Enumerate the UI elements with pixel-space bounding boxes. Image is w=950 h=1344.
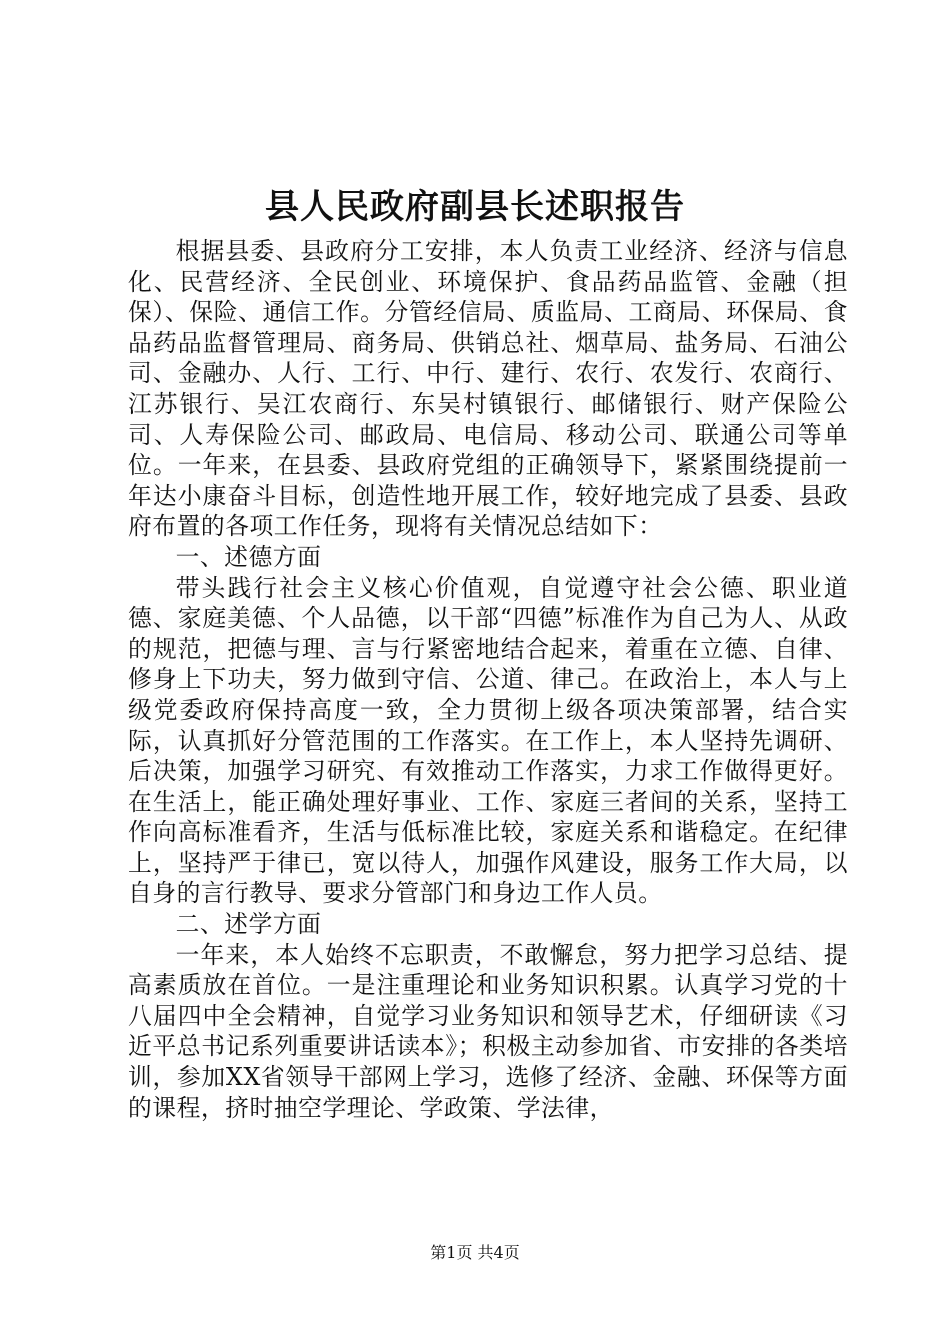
document-body (128, 236, 848, 1123)
section-heading-study: 二、述学方面 (175, 910, 322, 939)
page-indicator: 第1页 共4页 (430, 1243, 520, 1262)
section-heading-morality: 一、述德方面 (175, 542, 322, 571)
paragraph-morality: 带头践行社会主义核心价值观，自觉遵守社会公德、职业道德、家庭美德、个人品德，以干部“四德”标准作为自己为人、从政的规范，把德与理、言与行紧密地结合起来，着重在立德、自律、修身上下功夫，努力做到守信、公道、律己。在政治上，本人与上级党委政府保持高度一致，全力贯彻上级各项决策部署，结合实际，认真抓好分管范围的工作落实。在工作上，本人坚持先调研、后决策，加强学习研究、有效推动工作落实，力求工作做得更好。在生活上，能正确处理好事业、工作、家庭三者间的关系，坚持工作向高标准看齐，生活与低标准比较，家庭关系和谐稳定。在纪律上，坚持严于律已，宽以待人，加强作风建设，服务工作大局，以自身的言行教导、要求分管部门和身边工作人员。 (128, 573, 848, 908)
paragraph-intro: 根据县委、县政府分工安排，本人负责工业经济、经济与信息化、民营经济、全民创业、环境保护、食品药品监管、金融（担保）、保险、通信工作。分管经信局、质监局、工商局、环保局、食品药品监督管理局、商务局、供销总社、烟草局、盐务局、石油公司、金融办、人行、工行、中行、建行、农行、农发行、农商行、江苏银行、吴江农商行、东吴村镇银行、邮储银行、财产保险公司、人寿保险公司、邮政局、电信局、移动公司、联通公司等单位。一年来，在县委、县政府党组的正确领导下，紧紧围绕提前一年达小康奋斗目标，创造性地开展工作，较好地完成了县委、县政府布置的各项工作任务，现将有关情况总结如下： (128, 237, 848, 541)
document-title: 县人民政府副县长述职报告 (265, 187, 685, 227)
paragraph-study: 一年来，本人始终不忘职责，不敢懈怠，努力把学习总结、提高素质放在首位。一是注重理论和业务知识积累。认真学习党的十八届四中全会精神，自觉学习业务知识和领导艺术，仔细研读《习近平总书记系列重要讲话读本》；积极主动参加省、市安排的各类培训，参加XX省领导干部网上学习，选修了经济、金融、环保等方面的课程，挤时抽空学理论、学政策、学法律， (128, 940, 848, 1122)
